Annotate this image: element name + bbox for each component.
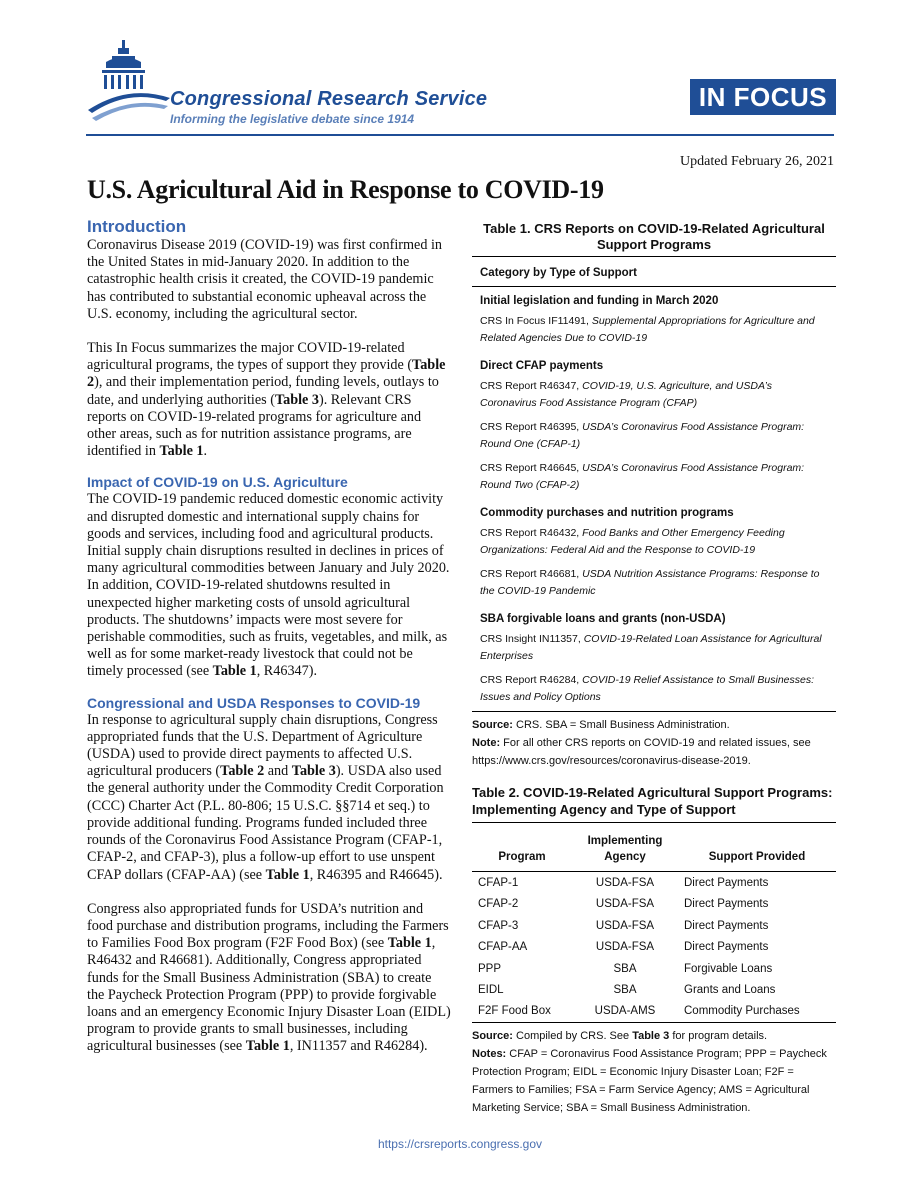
table1-category: SBA forgivable loans and grants (non-USDA) (480, 613, 726, 625)
table1-header: Category by Type of Support (472, 257, 836, 287)
header-rule (86, 134, 834, 136)
table1-report-item: CRS Report R46645, USDA’s Coronavirus Food Assistance Program: Round Two (CFAP-2) (480, 462, 805, 491)
table2-program-cell: CFAP-1 (478, 877, 519, 889)
table2-program-cell: CFAP-AA (478, 941, 528, 954)
table1-category: Direct CFAP payments (480, 360, 604, 372)
impact-heading: Impact of COVID-19 on U.S. Agriculture (87, 474, 348, 491)
intro-heading: Introduction (87, 217, 187, 236)
table1-caption: Table 1. CRS Reports on COVID-19-Related Agricultural Support Programs (483, 221, 825, 252)
left-column (87, 217, 451, 1056)
table2-support-cell: Direct Payments (684, 898, 769, 911)
table2 (472, 822, 836, 1023)
table1-report-item: CRS Report R46395, USDA’s Coronavirus Food Assistance Program: Round One (CFAP-1) (480, 421, 805, 450)
table2-support-cell: Forgivable Loans (684, 962, 773, 975)
table2-notes: Notes: CFAP = Coronavirus Food Assistance Program; PPP = Paycheck Protection Program; EIDL = Economic Injury Disaster Loan; F2F = Farmers to Families; FSA = Farm Service Agency; AMS = Agricultural Marketing Service; SBA = Small Business Administration. (472, 1047, 827, 1114)
table1-report-item: CRS Insight IN11357, COVID-19-Related Loan Assistance for Agricultural Enterprises (480, 633, 822, 662)
responses-paragraph-1: In response to agricultural supply chain disruptions, Congress appropriated funds that the U.S. Department of Agriculture (USDA) used to provide direct payments to affected U.S. agricultural producers (Table 2 and Table 3). USDA also used the general authority under the Commodity Credit Corporation (CCC) Charter Act (P.L. 80-806; 15 U.S.C. §§714 et seq.) to provide additional funding. Programs funded included three rounds of the Coronavirus Food Assistance Program (CFAP-1, CFAP-2, and CFAP-3), plus a follow-up effort to use unspent CFAP dollars (CFAP-AA) (see Table 1, R46395 and R46645). (87, 711, 444, 883)
table1-category: Commodity purchases and nutrition programs (480, 507, 734, 519)
table2-row (472, 893, 836, 914)
table2-agency-cell: USDA-FSA (595, 941, 655, 954)
table2-support-cell: Grants and Loans (684, 984, 776, 997)
responses-paragraph-2: Congress also appropriated funds for USDA’s nutrition and food purchase and distribution programs, including the Farmers to Families Food Box program (F2F Food Box) (see Table 1, R46432 and R46681). Additionally, Congress appropriated funds for the Small Business Administration (SBA) to create the Paycheck Protection Program (PPP) to provide forgivable loans and an emergency Economic Injury Disaster Loan (EIDL) program to provide grants to small businesses, including agricultural businesses (see Table 1, IN11357 and R46284). (87, 900, 451, 1055)
table2-program-cell: CFAP-3 (478, 919, 519, 932)
table1-report-item: CRS Report R46347, COVID-19, U.S. Agriculture, and USDA’s Coronavirus Food Assistance Program (CFAP) (480, 380, 772, 409)
table2-caption: Table 2. COVID-19-Related Agricultural Support Programs: Implementing Agency and Type of Support (472, 785, 833, 817)
table2-program-cell: EIDL (478, 984, 504, 997)
table2-support-cell: Direct Payments (684, 877, 769, 889)
intro-paragraph-1: Coronavirus Disease 2019 (COVID-19) was first confirmed in the United States in mid-January 2020. In addition to the catastrophic health crisis it created, the COVID-19 pandemic has contributed to substantial economic upheaval across the U.S. economy, including the agricultural sector. (87, 237, 443, 322)
table2-row (472, 979, 836, 1000)
table2-support-cell: Commodity Purchases (678, 1000, 836, 1022)
table1-source: Source: CRS. SBA = Small Business Administration. (472, 719, 730, 731)
footer-url[interactable]: https://crsreports.congress.gov (377, 1137, 543, 1151)
table2-support-cell: Direct Payments (684, 919, 769, 932)
table2-body (472, 872, 836, 1023)
responses-heading: Congressional and USDA Responses to COVID-19 (87, 694, 421, 711)
impact-paragraph: The COVID-19 pandemic reduced domestic economic activity and disrupted domestic and international supply chains for goods and services, including food and agricultural products. Initial supply chain disruptions resulted in declines in prices of many agricultural commodities between January and July 2020. In addition, COVID-19-related shutdowns resulted in unexpected higher marketing costs of unsold agricultural products. The shutdowns’ impacts were most severe for perishable commodities, such as fruits, vegetables, and milk, as well as for some market-ready livestock that could not be timely processed (see Table 1, R46347). (87, 491, 450, 680)
table2-agency-cell: SBA (613, 962, 637, 975)
table1-report-item: CRS Report R46681, USDA Nutrition Assistance Programs: Response to the COVID-19 Pandemic (480, 568, 820, 597)
table2-support-cell: Direct Payments (684, 941, 769, 954)
header (86, 38, 836, 138)
page-title: U.S. Agricultural Aid in Response to COVID-19 (87, 175, 604, 204)
table2-program-cell: PPP (478, 962, 502, 975)
table1-body (472, 287, 836, 711)
table2-agency-cell: USDA-FSA (595, 898, 655, 911)
table2-row (472, 872, 836, 894)
in-focus-badge: IN FOCUS (690, 79, 836, 115)
table2-agency-cell: SBA (613, 984, 637, 997)
table2-agency-cell: USDA-FSA (595, 919, 655, 932)
intro-paragraph-2: This In Focus summarizes the major COVID-19-related agricultural programs, the types of support they provide (Table 2), and their implementation period, funding levels, outlays to date, and underlying authorities (Table 3). Relevant CRS reports on COVID-19-related programs for agriculture and other areas, such as for nutrition assistance programs, are identified in Table 1. (87, 340, 446, 460)
org-tagline: Informing the legislative debate since 1914 (170, 112, 415, 126)
table1-note: Note: For all other CRS reports on COVID-19 and related issues, see https://www.crs.gov/resources/coronavirus-disease-2019. (472, 737, 811, 767)
table2-row (472, 958, 836, 979)
table1 (472, 256, 836, 712)
table1-report-item: CRS In Focus IF11491, Supplemental Appropriations for Agriculture and Related Agencies Due to COVID-19 (480, 315, 815, 344)
org-name: Congressional Research Service (170, 88, 488, 110)
table2-col-support: Support Provided (678, 823, 836, 872)
table2-program-cell: F2F Food Box (472, 1000, 572, 1022)
table1-report-item: CRS Report R46432, Food Banks and Other Emergency Feeding Organizations: Federal Aid and the Response to COVID-19 (480, 527, 785, 556)
right-column (472, 221, 836, 1117)
table1-category: Initial legislation and funding in March 2020 (480, 295, 719, 307)
table2-agency-cell: USDA-FSA (595, 877, 655, 889)
capitol-dome-icon (86, 38, 170, 126)
table2-row (472, 915, 836, 936)
table2-col-program: Program (472, 823, 572, 872)
table2-row (472, 936, 836, 957)
updated-date: Updated February 26, 2021 (680, 154, 834, 169)
table2-source: Source: Compiled by CRS. See Table 3 for program details. (472, 1029, 768, 1042)
table2-program-cell: CFAP-2 (478, 898, 519, 911)
table2-row (472, 1000, 836, 1022)
table1-report-item: CRS Report R46284, COVID-19 Relief Assistance to Small Businesses: Issues and Policy Options (480, 674, 815, 703)
table2-col-agency: Implementing Agency (572, 823, 678, 872)
table2-agency-cell: USDA-AMS (572, 1000, 678, 1022)
